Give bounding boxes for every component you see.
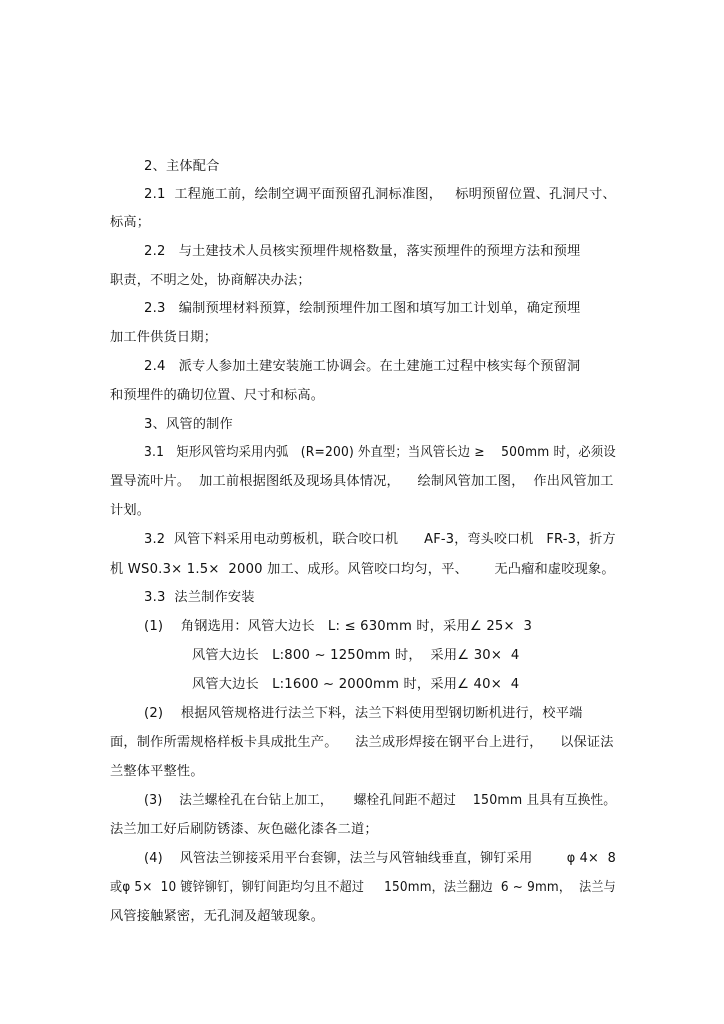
text-line: 法兰加工好后刷防锈漆、灰色磁化漆各二道； (110, 822, 378, 837)
text-line: 2、主体配合 (144, 159, 220, 174)
text-line: 或φ 5× 10 镀锌铆钉，铆钉间距均匀且不超过 150mm，法兰翻边 6 ~ 9mm， 法兰与 (110, 880, 616, 895)
text-line: 机 WS0.3× 1.5× 2000 加工、成形。风管咬口均匀，平、 无凸瘤和虚咬现象。 (110, 562, 615, 577)
text-line: 风管接触紧密，无孔洞及超皱现象。 (110, 909, 325, 924)
text-line: 3.1 矩形风管均采用内弧 (R=200) 外直型；当风管长边 ≥ 500mm 时，必须设 (144, 445, 616, 460)
text-line: 2.2 与土建技术人员核实预埋件规格数量，落实预埋件的预埋方法和预埋 (144, 244, 581, 259)
text-line: 2.1 工程施工前，绘制空调平面预留孔洞标准图， 标明预留位置、孔洞尺寸、 (144, 187, 616, 202)
text-line: 兰整体平整性。 (110, 764, 204, 779)
text-line: 2.4 派专人参加土建安装施工协调会。在土建施工过程中核实每个预留洞 (144, 359, 581, 374)
text-line: 和预埋件的确切位置、尺寸和标高。 (110, 388, 325, 403)
text-line: 职责，不明之处，协商解决办法； (110, 273, 311, 288)
text-line: 面，制作所需规格样板卡具成批生产。 法兰成形焊接在钢平台上进行， 以保证法 (110, 735, 614, 750)
text-line: (2) 根据风管规格进行法兰下料，法兰下料使用型钢切断机进行，校平端 (144, 706, 583, 721)
text-line: 风管大边长 L:1600 ~ 2000mm 时，采用∠ 40× 4 (192, 677, 520, 692)
text-line: 3.3 法兰制作安装 (144, 590, 255, 605)
text-line: 风管大边长 L:800 ~ 1250mm 时， 采用∠ 30× 4 (192, 648, 520, 663)
text-line: 置导流叶片。 加工前根据图纸及现场具体情况， 绘制风管加工图， 作出风管加工 (110, 474, 614, 489)
text-line: (3) 法兰螺栓孔在台钻上加工， 螺栓孔间距不超过 150mm 且具有互换性。 (144, 793, 617, 808)
text-line: 2.3 编制预埋材料预算，绘制预埋件加工图和填写加工计划单，确定预埋 (144, 301, 581, 316)
text-line: 标高； (110, 215, 151, 230)
text-line: (1) 角钢选用：风管大边长 L: ≤ 630mm 时，采用∠ 25× 3 (144, 619, 533, 634)
text-line: 加工件供货日期； (110, 330, 218, 345)
text-line: (4) 风管法兰铆接采用平台套铆，法兰与风管轴线垂直，铆钉采用 φ 4× 8 (144, 851, 616, 866)
text-line: 3.2 风管下料采用电动剪板机，联合咬口机 AF-3，弯头咬口机 FR-3，折方 (144, 532, 616, 547)
text-line: 3、风管的制作 (144, 417, 233, 432)
text-line: 计划。 (110, 503, 151, 518)
